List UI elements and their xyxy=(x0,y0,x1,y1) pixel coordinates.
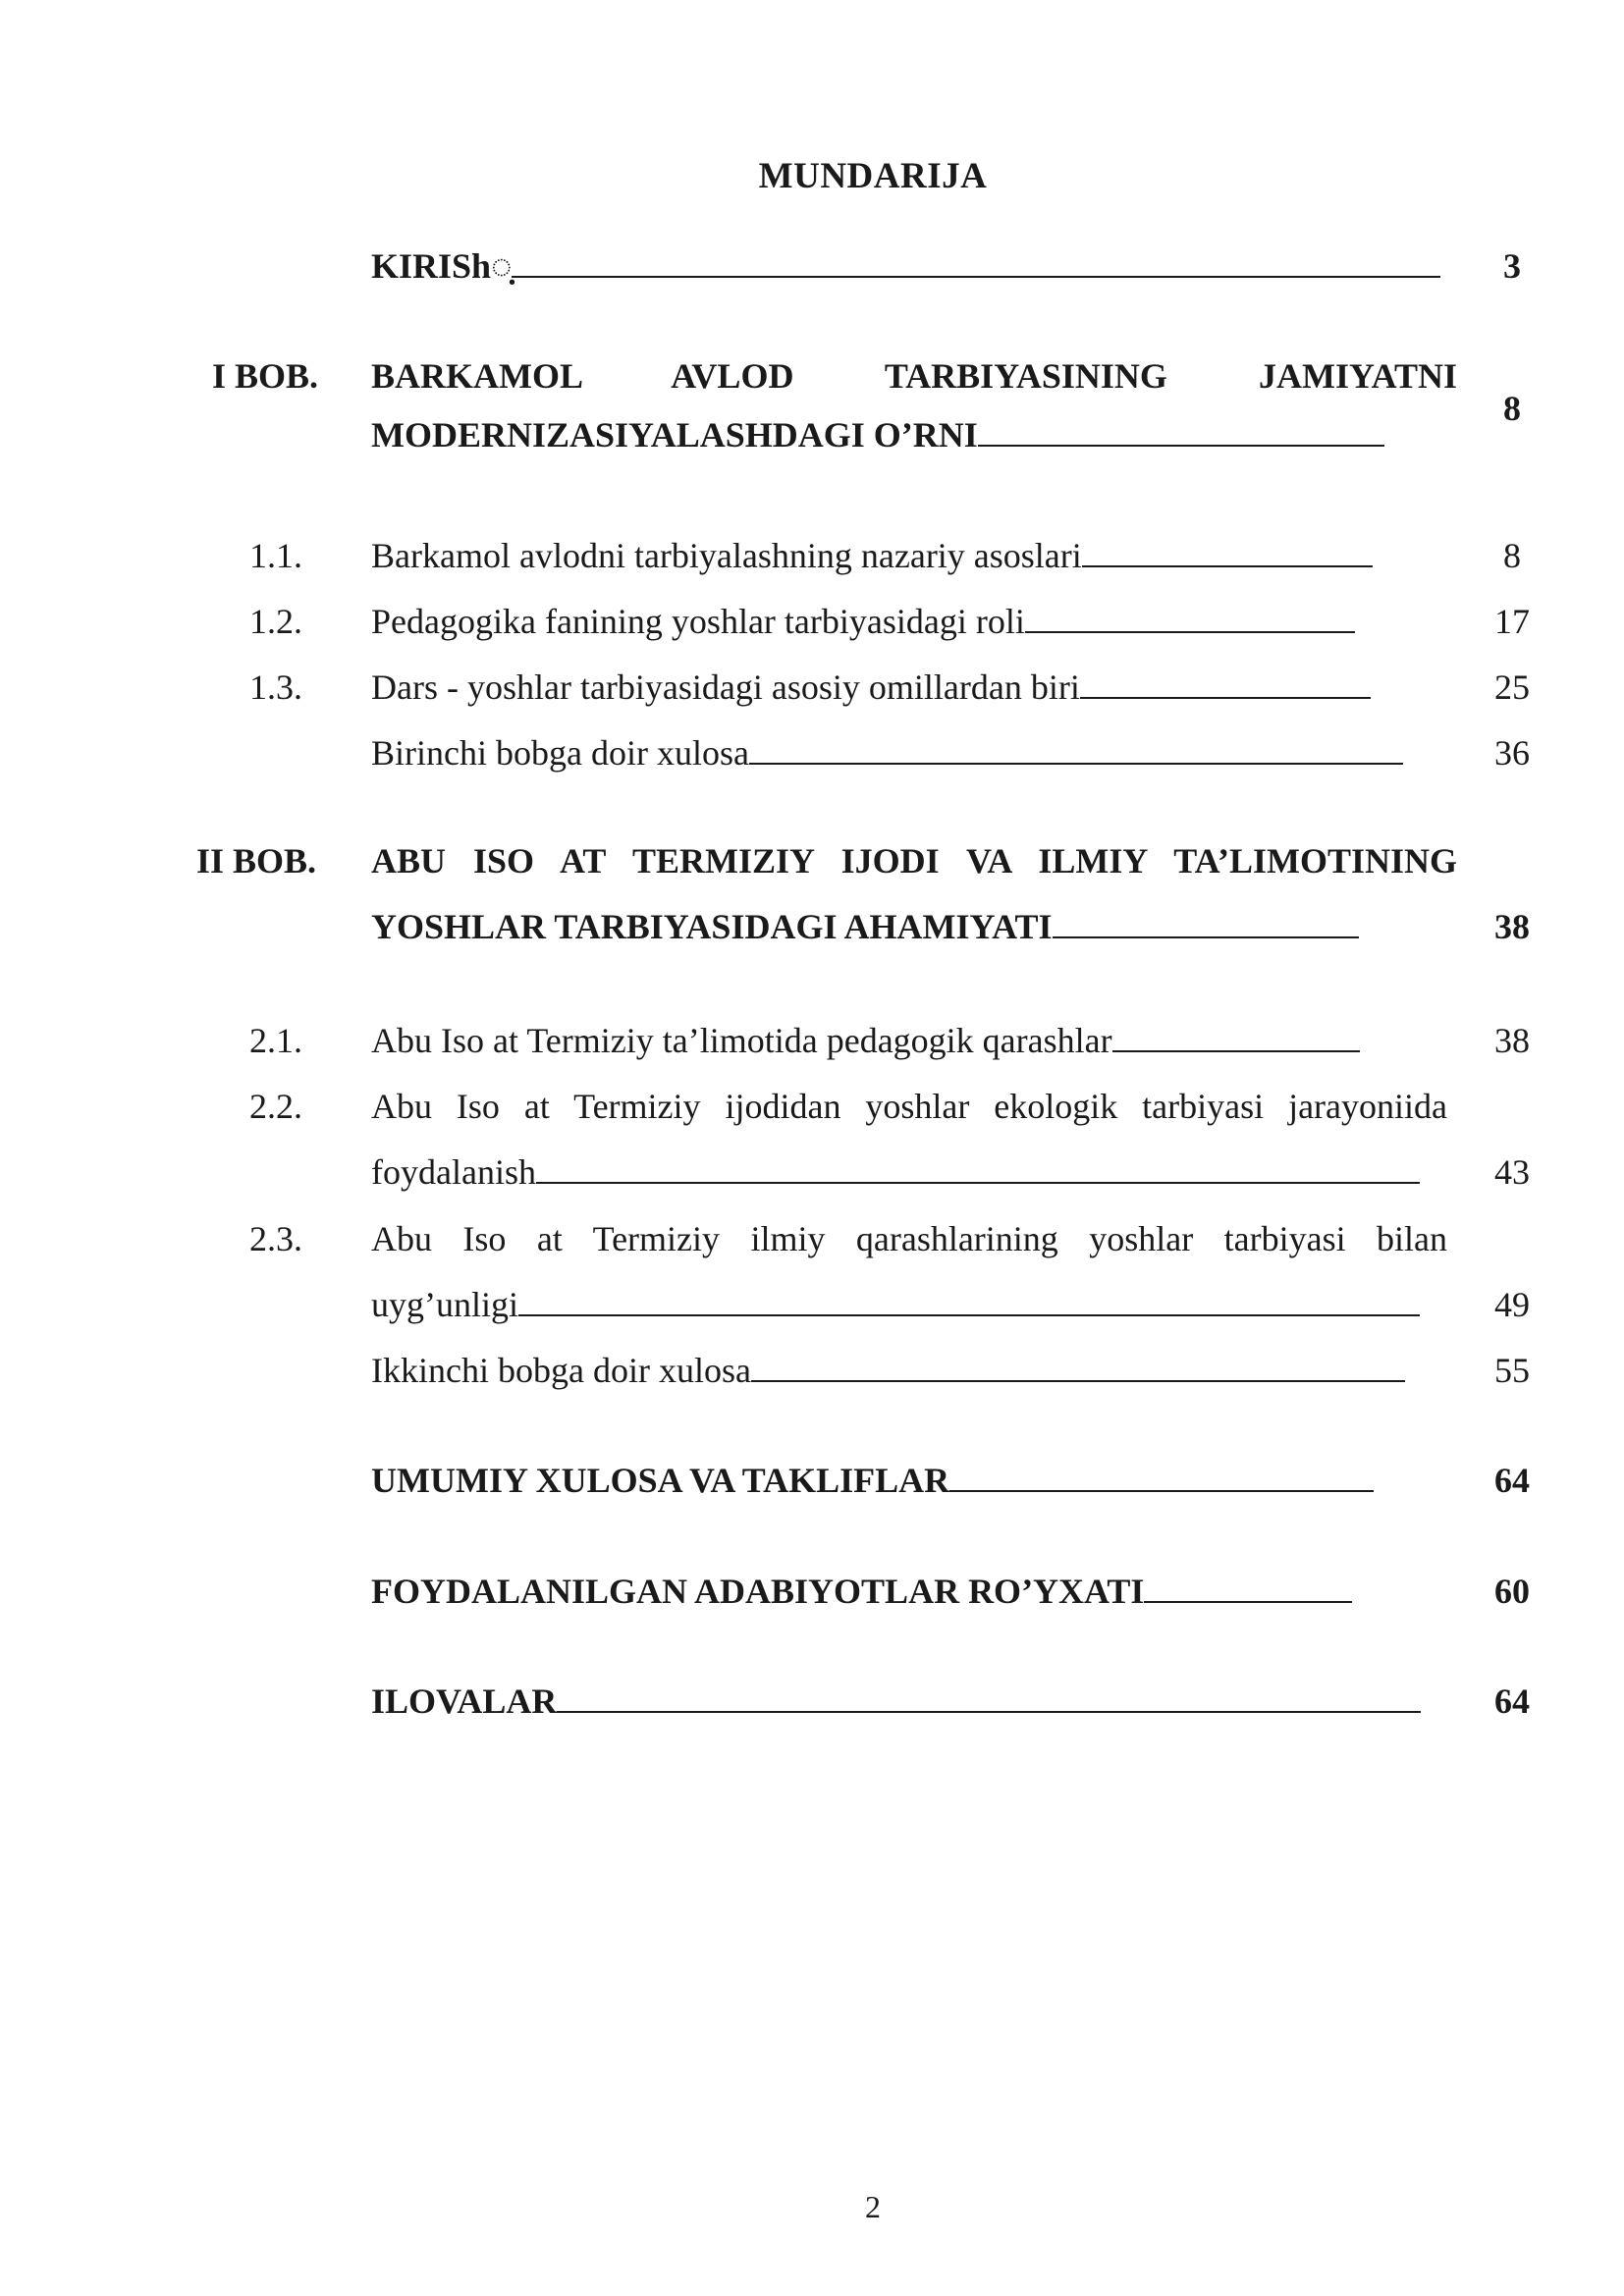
section-title-line2: uyg’unligi xyxy=(371,1285,518,1324)
toc-entry-text xyxy=(371,245,1451,287)
leader-line xyxy=(536,1154,1420,1184)
section-text xyxy=(371,1086,1447,1193)
toc-page-number: 25 xyxy=(1494,667,1530,707)
section-title-line1: Abu Iso at Termiziy ilmiy qarashlarining yoshlar tarbiyasi bilan xyxy=(371,1219,1447,1258)
toc-page-number: 60 xyxy=(1494,1572,1530,1611)
leader-line xyxy=(1082,538,1373,567)
toc-page-number: 38 xyxy=(1494,1021,1530,1060)
chapter-title-line1: BARKAMOL AVLOD TARBIYASINING JAMIYATNI xyxy=(371,356,1457,396)
page-number-footer: 2 xyxy=(865,2189,881,2224)
section-text xyxy=(371,1681,1451,1722)
section-text xyxy=(371,535,1451,576)
leader-line xyxy=(1080,669,1371,699)
leader-line xyxy=(512,248,1440,278)
toc-page-number: 43 xyxy=(1494,1152,1530,1192)
section-number: 2.1. xyxy=(249,1021,302,1060)
section-title: Barkamol avlodni tarbiyalashning nazariy asoslari xyxy=(371,536,1082,575)
toc-page-number: 3 xyxy=(1503,246,1521,286)
section-text xyxy=(371,1460,1451,1501)
toc-page-number: 36 xyxy=(1494,733,1530,773)
section-number: 1.1. xyxy=(249,536,302,575)
chapter-label: I BOB. xyxy=(212,356,319,396)
section-title: Dars - yoshlar tarbiyasidagi asosiy omillardan biri xyxy=(371,667,1080,707)
toc-page-number: 55 xyxy=(1494,1351,1530,1390)
toc-page-number: 8 xyxy=(1503,389,1521,428)
section-title-line1: Abu Iso at Termiziy ijodidan yoshlar ekologik tarbiyasi jarayoniida xyxy=(371,1087,1447,1126)
section-text xyxy=(371,1350,1451,1391)
chapter-title-line2: MODERNIZASIYALASHDAGI O’RNI xyxy=(371,415,978,454)
leader-line xyxy=(751,1353,1405,1382)
conclusion-title: Birinchi bobga doir xulosa xyxy=(371,733,749,773)
section-number: 2.3. xyxy=(249,1219,302,1258)
intro-glyph: ◌̣ xyxy=(491,246,513,286)
section-text xyxy=(371,1020,1451,1061)
leader-line xyxy=(518,1287,1420,1316)
toc-page-number: 17 xyxy=(1494,602,1530,641)
leader-line xyxy=(978,417,1384,447)
entry-title: UMUMIY XULOSA VA TAKLIFLAR xyxy=(371,1461,950,1500)
section-text xyxy=(371,667,1451,708)
entry-title: ILOVALAR xyxy=(371,1682,558,1721)
section-text xyxy=(371,601,1451,642)
toc-title: MUNDARIJA xyxy=(758,156,988,196)
toc-page-number: 49 xyxy=(1494,1285,1530,1324)
chapter-title-line1: ABU ISO AT TERMIZIY IJODI VA ILMIY TA’LIMOTINING xyxy=(371,841,1457,881)
chapter-label: II BOB. xyxy=(196,841,317,881)
section-text xyxy=(371,732,1451,774)
leader-line xyxy=(1053,909,1359,938)
toc-page-number: 38 xyxy=(1494,907,1530,946)
conclusion-title: Ikkinchi bobga doir xulosa xyxy=(371,1351,751,1390)
chapter-title-line2: YOSHLAR TARBIYASIDAGI AHAMIYATI xyxy=(371,907,1053,946)
section-number: 1.3. xyxy=(249,667,302,707)
leader-line xyxy=(1025,604,1355,633)
chapter-title xyxy=(371,355,1457,455)
intro-label: KIRISh xyxy=(371,246,492,286)
entry-title: FOYDALANILGAN ADABIYOTLAR RO’YXATI xyxy=(371,1572,1145,1611)
leader-line xyxy=(1144,1574,1352,1603)
leader-line xyxy=(557,1683,1421,1713)
section-title: Pedagogika fanining yoshlar tarbiyasidagi roli xyxy=(371,602,1025,641)
leader-line xyxy=(1112,1023,1360,1052)
section-text xyxy=(371,1218,1447,1325)
section-text xyxy=(371,1571,1451,1612)
section-number: 2.2. xyxy=(249,1087,302,1126)
section-number: 1.2. xyxy=(249,602,302,641)
chapter-title xyxy=(371,840,1457,947)
toc-page-number: 64 xyxy=(1494,1461,1530,1500)
section-title-line2: foydalanish xyxy=(371,1152,536,1192)
leader-line xyxy=(949,1463,1374,1492)
section-title: Abu Iso at Termiziy ta’limotida pedagogik qarashlar xyxy=(371,1021,1112,1060)
toc-page-number: 64 xyxy=(1494,1682,1530,1721)
toc-page-number: 8 xyxy=(1503,536,1521,575)
leader-line xyxy=(749,735,1403,765)
